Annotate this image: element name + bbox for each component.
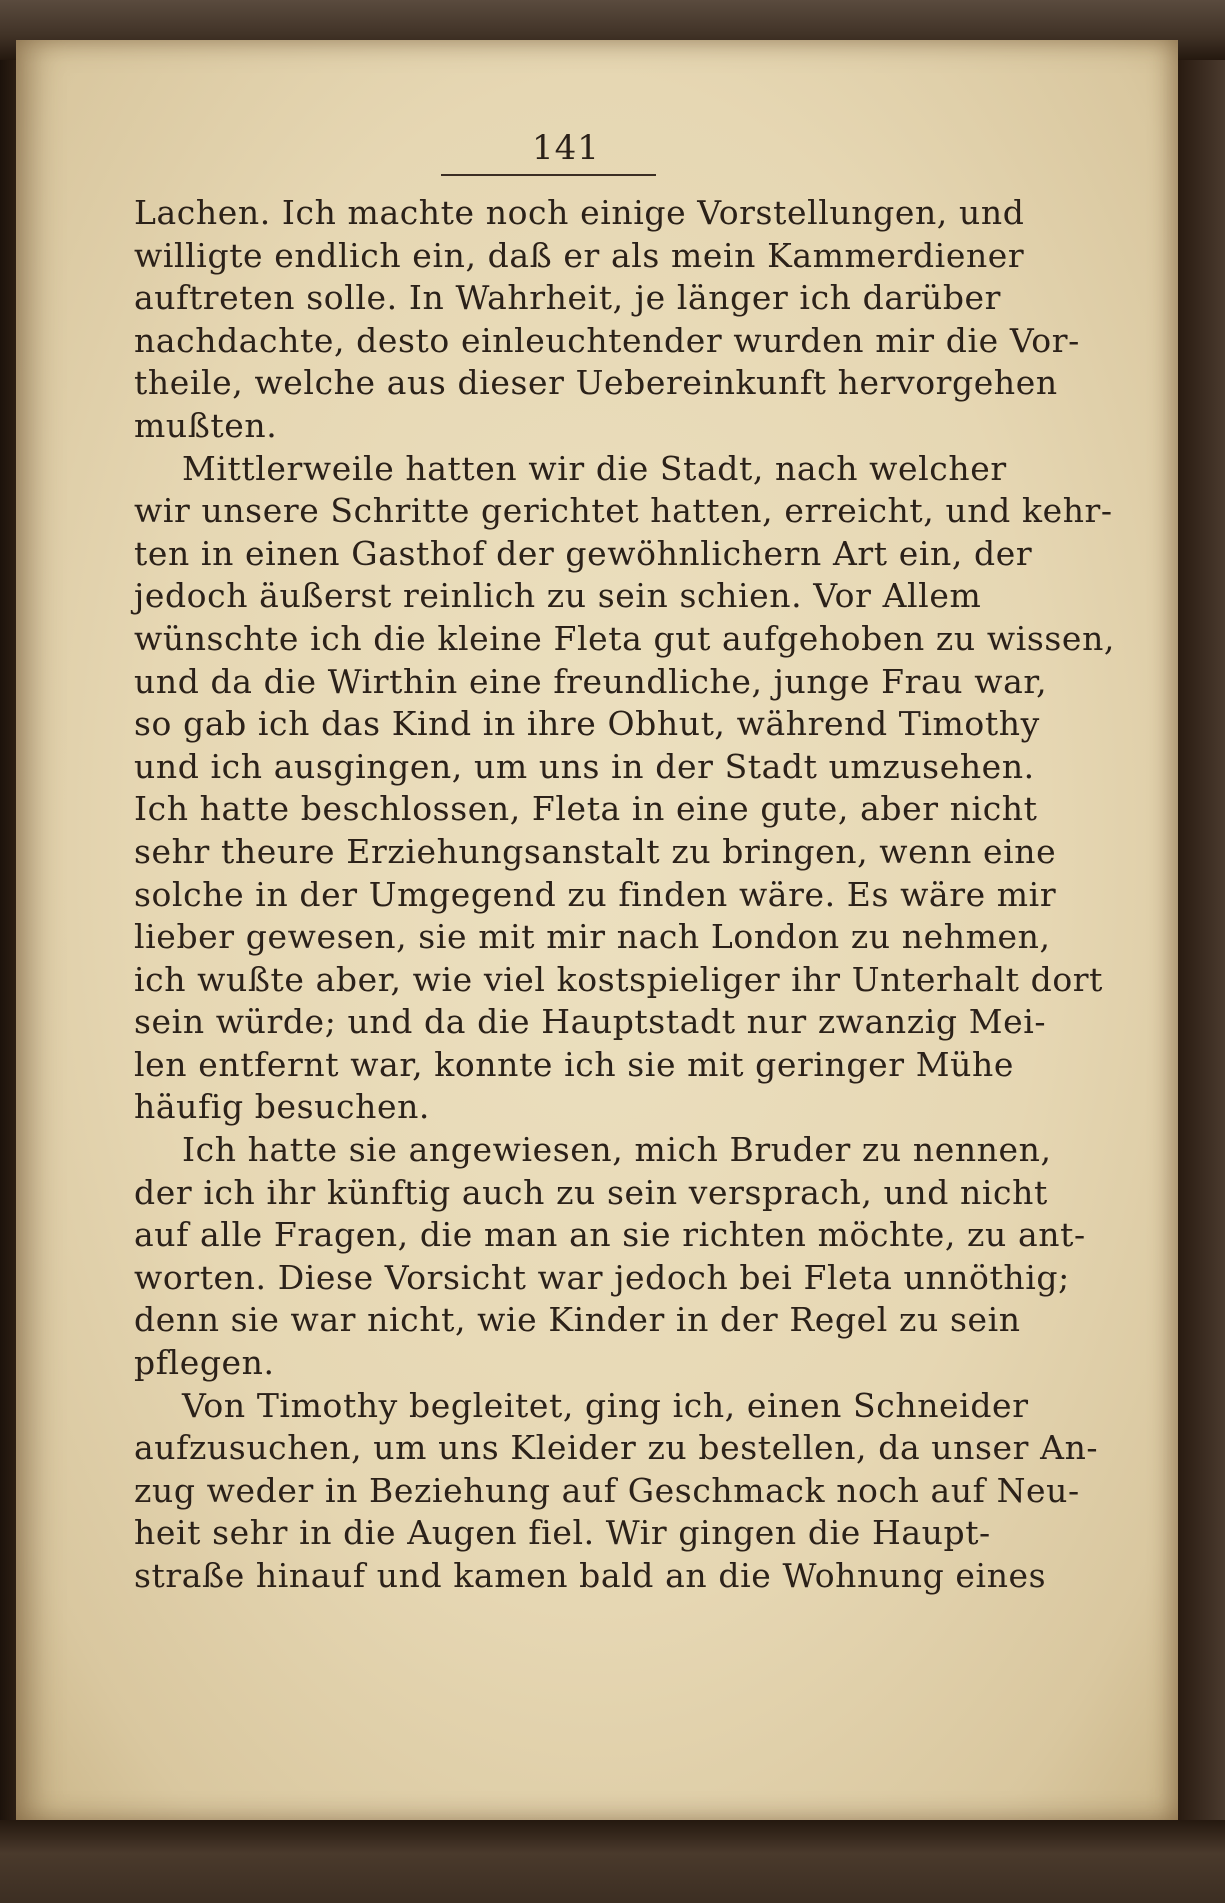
text-line: Ich hatte beschlossen, Fleta in eine gute, aber nicht [134, 789, 1038, 829]
text-line: theile, welche aus dieser Uebereinkunft hervorgehen [134, 363, 1058, 403]
text-line: jedoch äußerst reinlich zu sein schien. Vor Allem [134, 576, 982, 616]
text-line: auftreten solle. In Wahrheit, je länger ich darüber [134, 278, 1002, 318]
text-line: Ich hatte sie angewiesen, mich Bruder zu nennen, [182, 1130, 1052, 1170]
text-line: willigte endlich ein, daß er als mein Kammerdiener [134, 235, 1025, 275]
text-line: der ich ihr künftig auch zu sein versprach, und nicht [134, 1172, 1048, 1212]
text-line: wünschte ich die kleine Fleta gut aufgehoben zu wissen, [134, 618, 1116, 658]
page-number: 141 [532, 128, 600, 168]
text-line: ten in einen Gasthof der gewöhnlichern Art ein, der [134, 533, 1033, 573]
text-line: worten. Diese Vorsicht war jedoch bei Fleta unnöthig; [134, 1257, 1070, 1297]
text-line: häufig besuchen. [134, 1087, 431, 1127]
text-line: mußten. [134, 405, 278, 445]
text-line: sein würde; und da die Hauptstadt nur zwanzig Mei- [134, 1002, 1047, 1042]
text-line: sehr theure Erziehungsanstalt zu bringen, wenn eine [134, 831, 1057, 871]
book-page [16, 40, 1178, 1830]
text-line: wir unsere Schritte gerichtet hatten, erreicht, und kehr- [134, 491, 1113, 531]
text-line: straße hinauf und kamen bald an die Wohnung eines [134, 1556, 1047, 1595]
text-line: Von Timothy begleitet, ging ich, einen Schneider [182, 1385, 1029, 1425]
book-cover-bottom-edge [0, 1820, 1225, 1903]
text-line: und ich ausgingen, um uns in der Stadt umzusehen. [134, 746, 1035, 786]
text-line: denn sie war nicht, wie Kinder in der Regel zu sein [134, 1300, 1021, 1340]
page-body-text [134, 192, 1116, 1598]
text-line: Mittlerweile hatten wir die Stadt, nach welcher [182, 448, 1007, 488]
text-line: pflegen. [134, 1343, 275, 1383]
text-line: lieber gewesen, sie mit mir nach London zu nehmen, [134, 917, 1051, 957]
text-line: auf alle Fragen, die man an sie richten möchte, zu ant- [134, 1215, 1086, 1255]
text-line: solche in der Umgegend zu finden wäre. Es wäre mir [134, 874, 1057, 914]
text-line: heit sehr in die Augen fiel. Wir gingen die Haupt- [134, 1513, 991, 1553]
text-line: aufzusuchen, um uns Kleider zu bestellen, da unser An- [134, 1428, 1099, 1468]
text-line: nachdachte, desto einleuchtender wurden mir die Vor- [134, 320, 1080, 360]
text-line: ich wußte aber, wie viel kostspieliger ihr Unterhalt dort [134, 959, 1104, 999]
text-line: so gab ich das Kind in ihre Obhut, während Timothy [134, 704, 1040, 744]
text-line: len entfernt war, konnte ich sie mit geringer Mühe [134, 1044, 1014, 1084]
text-line: und da die Wirthin eine freundliche, junge Frau war, [134, 661, 1048, 701]
text-line: zug weder in Beziehung auf Geschmack noch auf Neu- [134, 1470, 1080, 1510]
header-rule [441, 174, 656, 176]
text-line: Lachen. Ich machte noch einige Vorstellungen, und [134, 193, 1025, 232]
